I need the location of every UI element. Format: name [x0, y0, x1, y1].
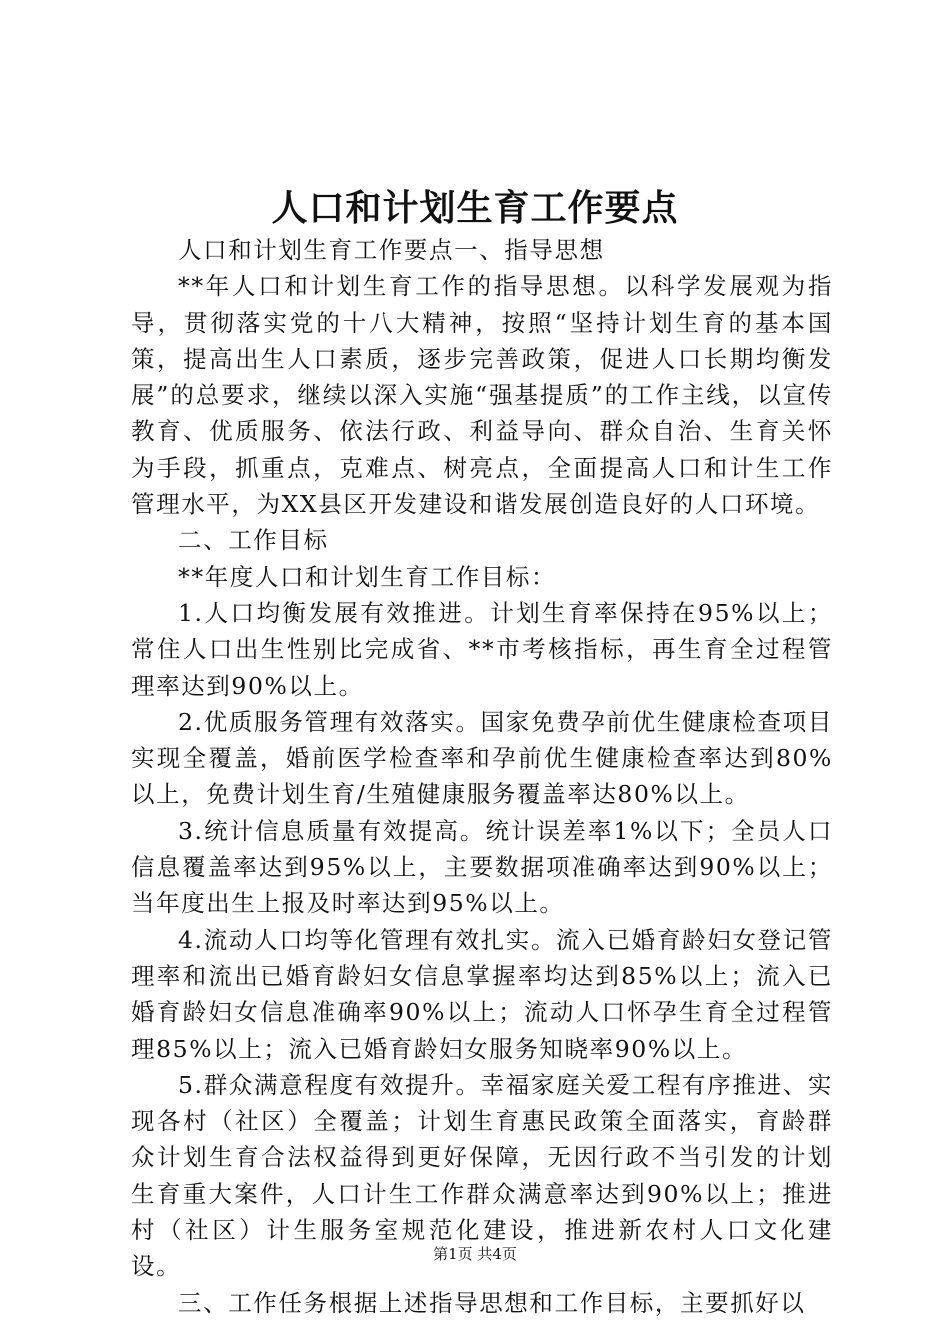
paragraph-goal-4: 4.流动人口均等化管理有效扎实。流入已婚育龄妇女登记管理率和流出已婚育龄妇女信息掌握率均达到85%以上；流入已婚育龄妇女信息准确率90%以上；流动人口怀孕生育全过程管理85%以上；流入已婚育龄妇女服务知晓率90%以上。 [131, 925, 833, 1063]
paragraph-goal-3: 3.统计信息质量有效提高。统计误差率1%以下；全员人口信息覆盖率达到95%以上，主要数据项准确率达到90%以上；当年度出生上报及时率达到95%以上。 [131, 816, 833, 918]
paragraph-guiding-thought: **年人口和计划生育工作的指导思想。以科学发展观为指导，贯彻落实党的十八大精神，按照“坚持计划生育的基本国策，提高出生人口素质，逐步完善政策，促进人口长期均衡发展”的总要求，继续以深入实施“强基提质”的工作主线，以宣传教育、优质服务、依法行政、利益导向、群众自治、生育关怀为手段，抓重点，克难点、树亮点，全面提高人口和计生工作管理水平，为XX县区开发建设和谐发展创造良好的人口环境。 [131, 272, 833, 519]
paragraph-section-3: 三、工作任务根据上述指导思想和工作目标，主要抓好以 [178, 1288, 806, 1317]
paragraph-section-2-heading: 二、工作目标 [178, 526, 329, 555]
document-title: 人口和计划生育工作要点 [271, 187, 679, 229]
paragraph-goal-1: 1.人口均衡发展有效推进。计划生育率保持在95%以上；常住人口出生性别比完成省、**市考核指标，再生育全过程管理率达到90%以上。 [131, 598, 833, 700]
paragraph-goal-2: 2.优质服务管理有效落实。国家免费孕前优生健康检查项目实现全覆盖，婚前医学检查率和孕前优生健康检查率达到80%以上，免费计划生育/生殖健康服务覆盖率达80%以上。 [131, 707, 833, 809]
paragraph-intro: 人口和计划生育工作要点一、指导思想 [178, 236, 605, 264]
document-body [131, 232, 833, 1321]
page-footer: 第1页 共4页 [433, 1245, 517, 1263]
paragraph-annual-goals: **年度人口和计划生育工作目标： [178, 562, 557, 591]
paragraph-goal-5: 5.群众满意程度有效提升。幸福家庭关爱工程有序推进、实现各村（社区）全覆盖；计划生育惠民政策全面落实，育龄群众计划生育合法权益得到更好保障，无因行政不当引发的计划生育重大案件，人口计生工作群众满意率达到90%以上；推进村（社区）计生服务室规范化建设，推进新农村人口文化建设。 [131, 1070, 833, 1281]
